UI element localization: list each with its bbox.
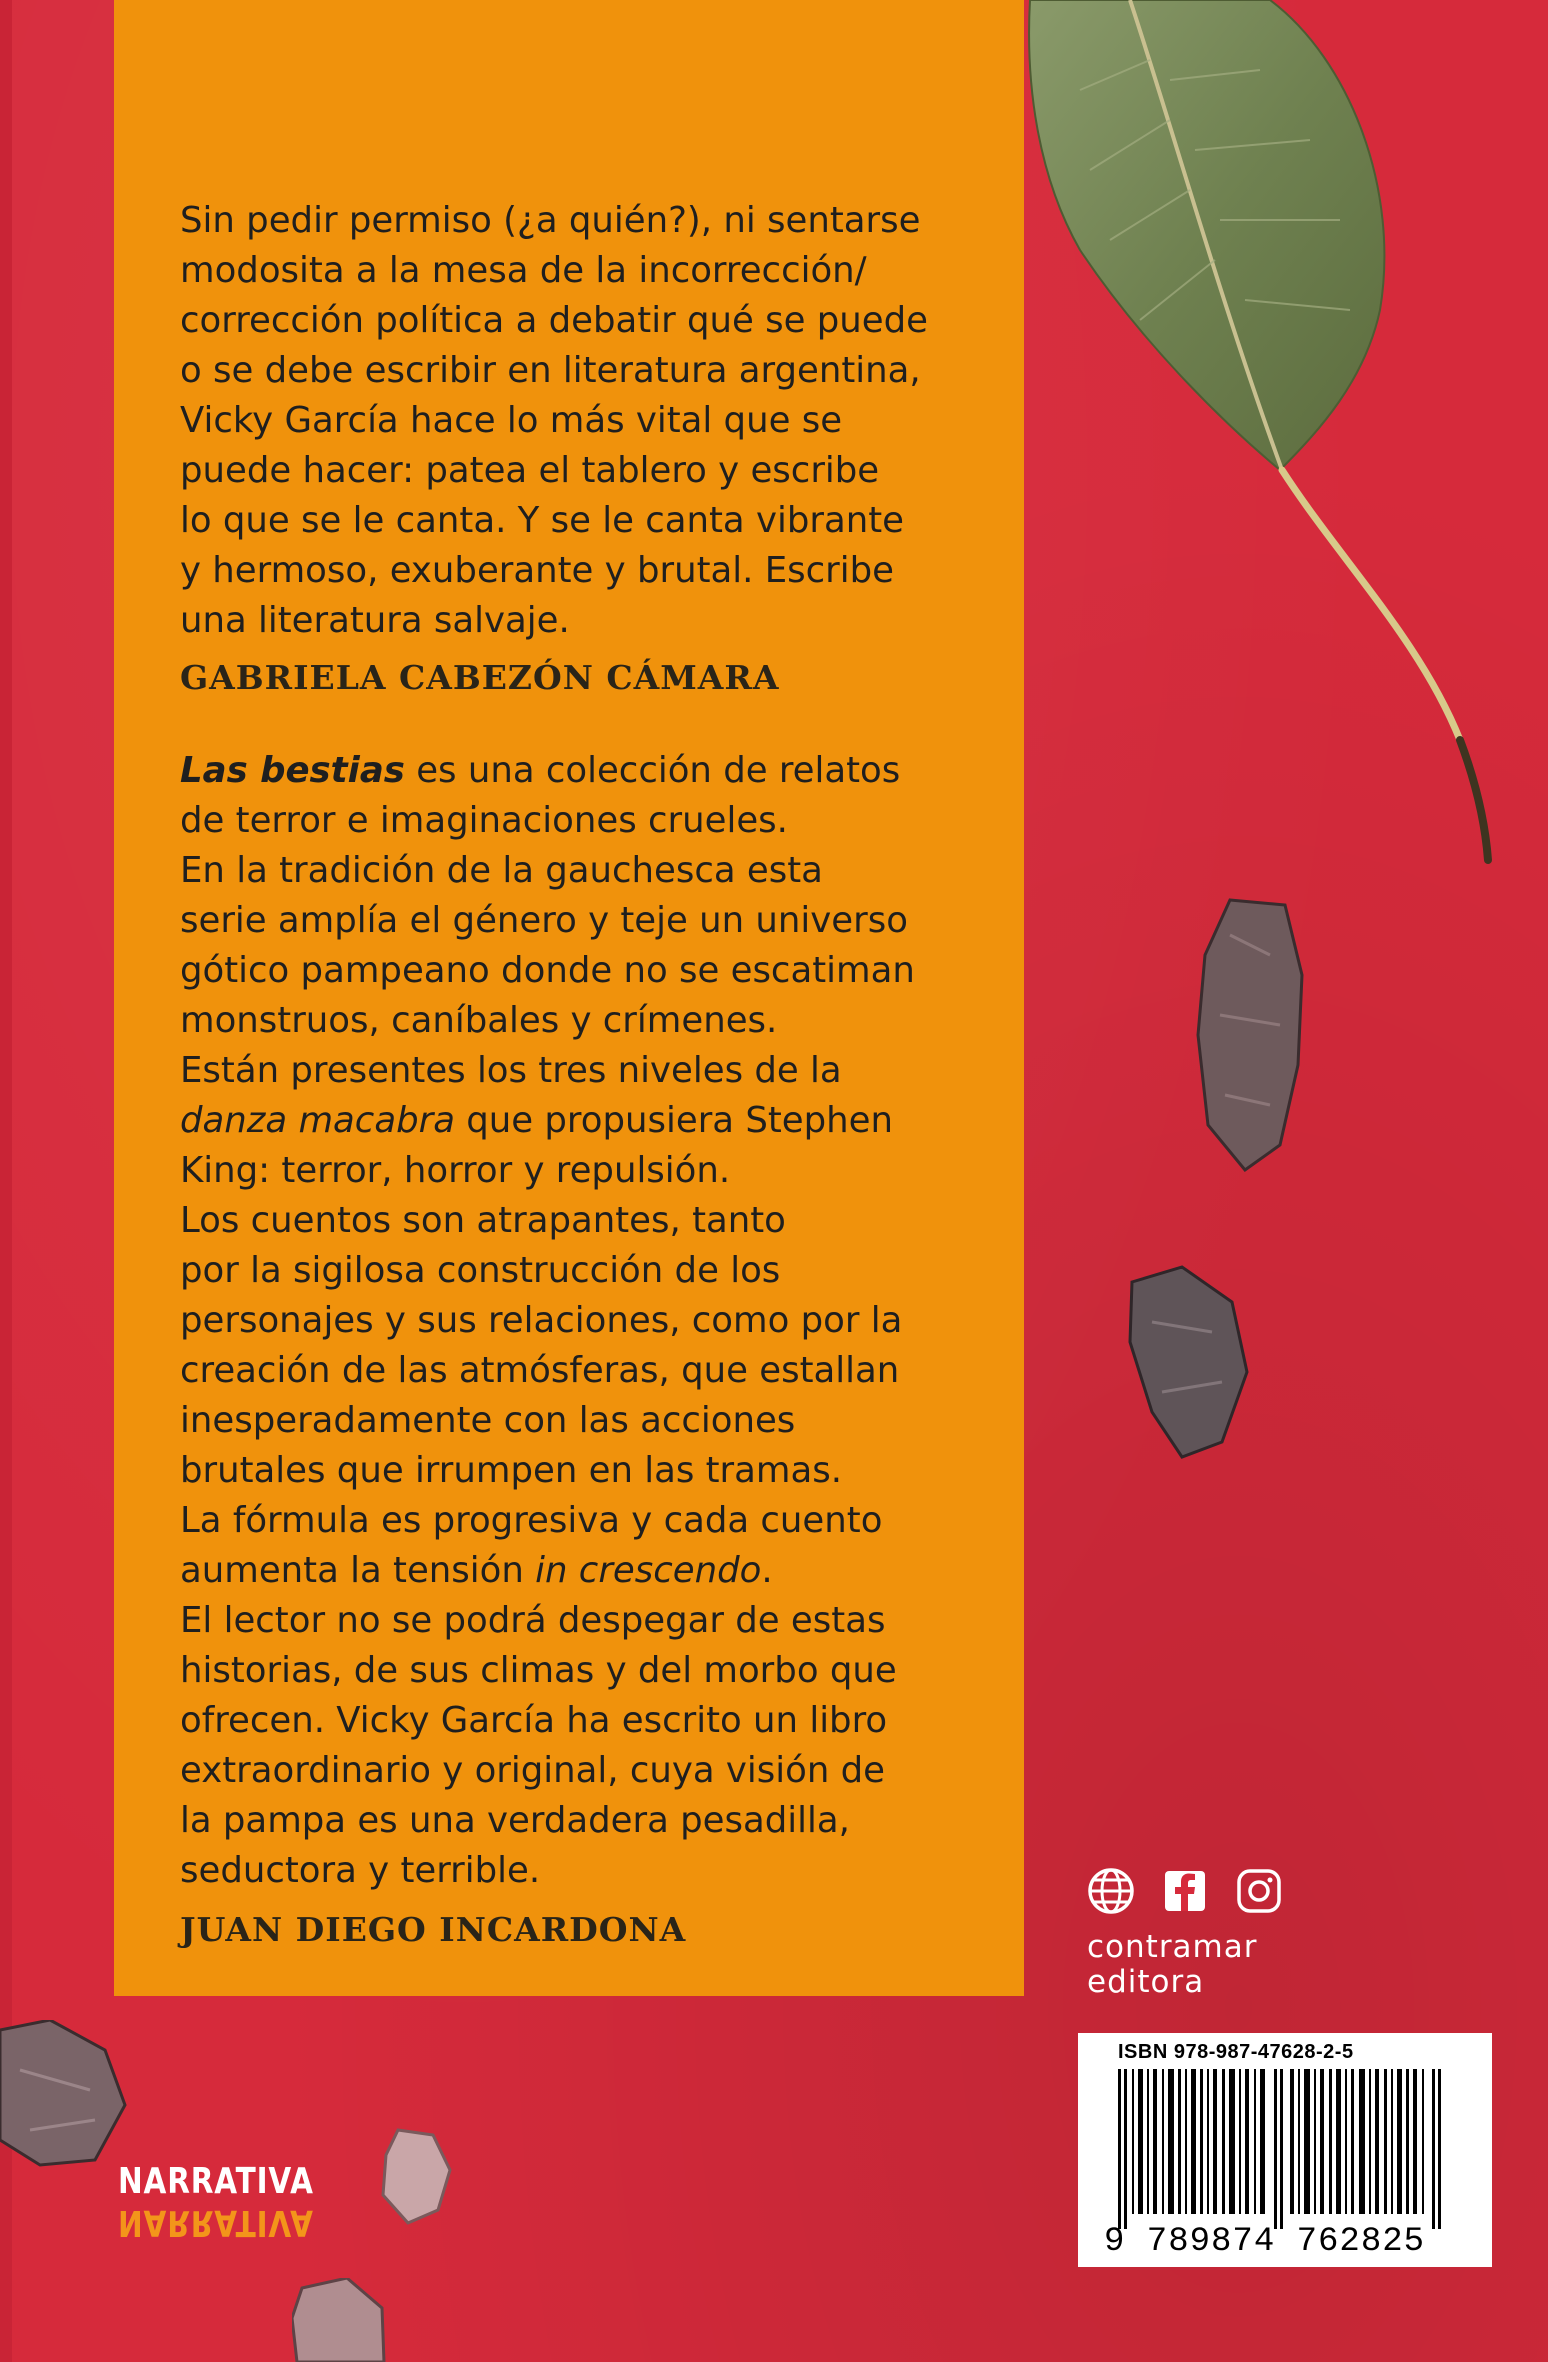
quote-2-line: inesperadamente con las acciones — [180, 1400, 796, 1441]
stone-3 — [0, 2020, 130, 2170]
leaf-illustration — [1020, 0, 1540, 880]
quote-1-line: Sin pedir permiso (¿a quién?), ni sentarse — [180, 200, 921, 241]
quote-1-author: GABRIELA CABEZÓN CÁMARA — [180, 658, 780, 697]
isbn-label: ISBN 978-987-47628-2-5 — [1118, 2041, 1354, 2063]
isbn-barcode — [1078, 2033, 1492, 2267]
quote-2-line: Los cuentos son atrapantes, tanto — [180, 1200, 786, 1241]
danza-macabra-italic: danza macabra — [180, 1100, 455, 1141]
quote-2-line: por la sigilosa construcción de los — [180, 1250, 781, 1291]
quote-2-line — [180, 746, 980, 796]
quote-2-author: JUAN DIEGO INCARDONA — [180, 1910, 687, 1949]
spine-edge — [0, 0, 12, 2362]
quote-2-line-prefix: aumenta la tensión — [180, 1550, 536, 1591]
instagram-icon[interactable] — [1234, 1866, 1284, 1916]
stone-5 — [292, 2278, 387, 2362]
publisher-subtitle: editora — [1087, 1964, 1205, 2000]
collection-name: NARRATIVA — [118, 2161, 314, 2202]
book-title: Las bestias — [180, 750, 405, 791]
publisher-logo — [1087, 1930, 1258, 2000]
in-crescendo-italic: in crescendo — [535, 1550, 762, 1591]
quote-1 — [180, 196, 980, 646]
quote-2-line: creación de las atmósferas, que estallan — [180, 1350, 900, 1391]
quote-2-line: de terror e imaginaciones crueles. — [180, 800, 788, 841]
quote-1-line: puede hacer: patea el tablero y escribe — [180, 450, 880, 491]
publisher-name: contramar — [1087, 1929, 1258, 1965]
barcode-digits: 9 789874 762825 — [1104, 2223, 1426, 2261]
quote-2-line: serie amplía el género y teje un universo — [180, 900, 908, 941]
collection-logo — [118, 2161, 314, 2243]
quote-2-line: la pampa es una verdadera pesadilla, — [180, 1800, 850, 1841]
stone-1 — [1190, 895, 1310, 1175]
quote-2-line: brutales que irrumpen en las tramas. — [180, 1450, 843, 1491]
quote-2-line-suffix: . — [761, 1550, 773, 1591]
quote-2-line: gótico pampeano donde no se escatiman — [180, 950, 915, 991]
social-links — [1086, 1866, 1284, 1916]
quote-2-line: En la tradición de la gauchesca esta — [180, 850, 823, 891]
quote-2-line: monstruos, caníbales y crímenes. — [180, 1000, 778, 1041]
quote-2-line: Están presentes los tres niveles de la — [180, 1050, 842, 1091]
quote-2-line — [180, 1546, 980, 1596]
quote-2-line: El lector no se podrá despegar de estas — [180, 1600, 886, 1641]
quote-1-line: lo que se le canta. Y se le canta vibrante — [180, 500, 904, 541]
facebook-icon[interactable] — [1160, 1866, 1210, 1916]
stone-2 — [1122, 1262, 1252, 1462]
quote-2-line: La fórmula es progresiva y cada cuento — [180, 1500, 883, 1541]
quote-2-line-rest: que propusiera Stephen — [454, 1100, 894, 1141]
quote-2-line: ofrecen. Vicky García ha escrito un libro — [180, 1700, 888, 1741]
quote-1-line: Vicky García hace lo más vital que se — [180, 400, 843, 441]
quote-2-line-rest: es una colección de relatos — [404, 750, 901, 791]
quote-1-line: una literatura salvaje. — [180, 600, 570, 641]
quote-1-line: o se debe escribir en literatura argentina, — [180, 350, 921, 391]
quote-1-line: corrección política a debatir qué se puede — [180, 300, 928, 341]
quote-2-line: King: terror, horror y repulsión. — [180, 1150, 731, 1191]
barcode-bars — [1104, 2069, 1464, 2229]
quote-2-line: historias, de sus climas y del morbo que — [180, 1650, 897, 1691]
quote-2-line: extraordinario y original, cuya visión de — [180, 1750, 886, 1791]
quote-2-line: personajes y sus relaciones, como por la — [180, 1300, 903, 1341]
stone-4 — [378, 2125, 453, 2225]
collection-name-reflection: NARRATIVA — [118, 2202, 314, 2243]
quote-2-line: seductora y terrible. — [180, 1850, 541, 1891]
quote-2-line — [180, 1096, 980, 1146]
quote-1-line: y hermoso, exuberante y brutal. Escribe — [180, 550, 894, 591]
quote-1-line: modosita a la mesa de la incorrección/ — [180, 250, 867, 291]
quote-2 — [180, 746, 980, 1896]
globe-icon[interactable] — [1086, 1866, 1136, 1916]
